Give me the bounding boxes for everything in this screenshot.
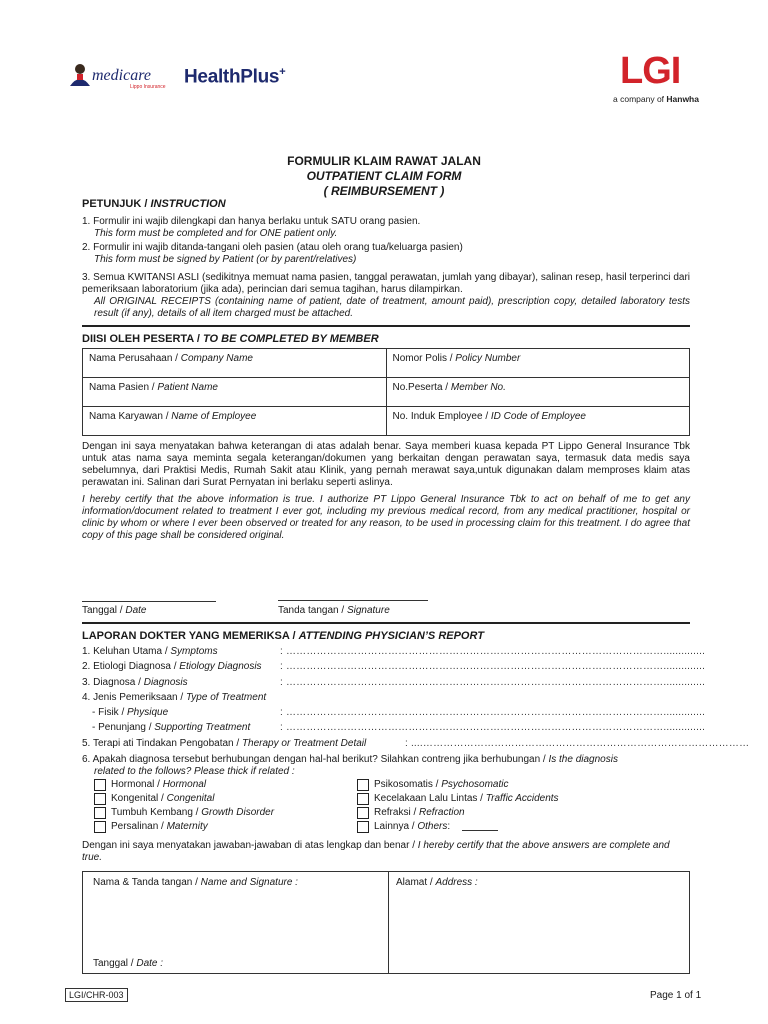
growth-disorder-label: Tumbuh Kembang / Growth Disorder bbox=[111, 807, 275, 818]
member-no-field[interactable]: No.Peserta / Member No. bbox=[386, 378, 690, 407]
supporting-treatment-label: - Penunjang / Supporting Treatment bbox=[92, 722, 251, 733]
treatment-type-label: 4. Jenis Pemeriksaan / Type of Treatment bbox=[82, 692, 267, 703]
symptoms-label: 1. Keluhan Utama / Symptoms bbox=[82, 646, 218, 657]
symptoms-field[interactable]: : ………………………………………………………………………………………………….............. bbox=[280, 646, 706, 657]
growth-disorder-checkbox[interactable] bbox=[94, 807, 106, 819]
medicare-logo bbox=[66, 60, 170, 92]
refraction-label: Refraksi / Refraction bbox=[374, 807, 465, 818]
physician-name-signature-field[interactable]: Nama & Tanda tangan / Name and Signature : bbox=[93, 877, 298, 888]
form-title-en: OUTPATIENT CLAIM FORM bbox=[306, 169, 462, 183]
healthplus-logo: HealthPlus+ bbox=[184, 66, 286, 88]
hormonal-label: Hormonal / Hormonal bbox=[111, 779, 207, 790]
form-title-id: FORMULIR KLAIM RAWAT JALAN bbox=[287, 154, 481, 168]
congenital-label: Kongenital / Congenital bbox=[111, 793, 215, 804]
instruction-item-3: 3. Semua KWITANSI ASLI (sedikitnya memuat nama pasien, tanggal perawatan, jumlah yang dibayar), salinan resep, hasil terperinci dari pemeriksaan laboratorium (jika ada), perincian dari semua tagihan, harus dilampirkan. All ORIGINAL RECEIPTS (containing name of patient, date of treatment, amount paid), prescription copy, detailed laboratory tests result (if any), details of all item charged must be attached. bbox=[82, 272, 690, 319]
company-name-field[interactable]: Nama Perusahaan / Company Name bbox=[83, 349, 387, 378]
therapy-label: 5. Terapi ati Tindakan Pengobatan / Therapy or Treatment Detail bbox=[82, 738, 367, 749]
member-declaration-en: I hereby certify that the above information is true. I authorize PT Lippo General Insurance Tbk to act on behalf of me to get any information/document related to treatment I ever got, including my previous medical record, from any medical practitioner, hospital or clinic by whom or where I ever been observed or treated for any reason, to be used in processing claim for this treatment. I do agree that copy of this page shall be considered original. bbox=[82, 494, 690, 541]
section-divider bbox=[82, 325, 690, 327]
member-declaration-id: Dengan ini saya menyatakan bahwa keterangan di atas adalah benar. Saya memberi kuasa kepada PT Lippo General Insurance Tbk untuk atas nama saya meminta segala keterangan/dokumen yang berkaitan dengan perawatan saya, termasuk data medis saya sebelumnya, dari Praktisi Medis, Rumah Sakit atau Klinik, yang pernah merawat saya,untuk digunakan dalam memproses klaim atas perawatan ini. Salinan dari Surat Pernyatan ini berlaku seperti aslinya. bbox=[82, 441, 690, 488]
physician-signature-box bbox=[82, 871, 690, 974]
instruction-item-1: 1. Formulir ini wajib dilengkapi dan hanya berlaku untuk SATU orang pasien. This form must be completed and for ONE patient only. bbox=[82, 216, 421, 239]
others-label: Lainnya / Others: bbox=[374, 821, 451, 832]
physique-field[interactable]: : ………………………………………………………………………………………………….............. bbox=[280, 707, 706, 718]
member-info-table bbox=[82, 348, 690, 436]
etiology-field[interactable]: : ………………………………………………………………………………………………….............. bbox=[280, 661, 706, 672]
employee-code-field[interactable]: No. Induk Employee / ID Code of Employee bbox=[386, 407, 690, 436]
psychosomatic-checkbox[interactable] bbox=[357, 779, 369, 791]
physician-certify: Dengan ini saya menyatakan jawaban-jawaban di atas lengkap dan benar / I hereby certify that the above answers are complete and true. bbox=[82, 840, 670, 863]
patient-name-field[interactable]: Nama Pasien / Patient Name bbox=[83, 378, 387, 407]
etiology-label: 2. Etiologi Diagnosa / Etiology Diagnosis bbox=[82, 661, 262, 672]
date-line[interactable] bbox=[82, 601, 216, 602]
traffic-accidents-label: Kecelakaan Lalu Lintas / Traffic Accidents bbox=[374, 793, 559, 804]
traffic-accidents-checkbox[interactable] bbox=[357, 793, 369, 805]
policy-number-field[interactable]: Nomor Polis / Policy Number bbox=[386, 349, 690, 378]
supporting-treatment-field[interactable]: : ………………………………………………………………………………………………….............. bbox=[280, 722, 706, 733]
therapy-field[interactable]: : ....…………………………………………………………………………………… bbox=[405, 738, 750, 749]
others-checkbox[interactable] bbox=[357, 821, 369, 833]
medicare-sub: Lippo Insurance bbox=[130, 84, 166, 90]
instruction-heading: PETUNJUK / INSTRUCTION bbox=[82, 198, 226, 210]
employee-name-field[interactable]: Nama Karyawan / Name of Employee bbox=[83, 407, 387, 436]
refraction-checkbox[interactable] bbox=[357, 807, 369, 819]
physique-label: - Fisik / Physique bbox=[92, 707, 169, 718]
question-6: 6. Apakah diagnosa tersebut berhubungan dengan hal-hal berikut? Silahkan contreng jika berhubungan / Is the diagnosis related to the follows? Please thick if related : bbox=[82, 754, 618, 777]
section-divider bbox=[82, 622, 690, 624]
instruction-item-2: 2. Formulir ini wajib ditanda-tangani oleh pasien (atau oleh orang tua/keluarga pasien) This form must be signed by Patient (or by parent/relatives) bbox=[82, 242, 463, 265]
member-heading: DIISI OLEH PESERTA / TO BE COMPLETED BY MEMBER bbox=[82, 333, 379, 345]
psychosomatic-label: Psikosomatis / Psychosomatic bbox=[374, 779, 509, 790]
lgi-logo: LGI bbox=[620, 50, 681, 92]
others-input-line[interactable] bbox=[462, 830, 498, 831]
signature-label: Tanda tangan / Signature bbox=[278, 605, 390, 616]
diagnosis-field[interactable]: : ………………………………………………………………………………………………….............. bbox=[280, 677, 706, 688]
hormonal-checkbox[interactable] bbox=[94, 779, 106, 791]
medicare-text: medicare bbox=[92, 67, 151, 84]
page-number: Page 1 of 1 bbox=[650, 990, 702, 1001]
physician-date-field[interactable]: Tanggal / Date : bbox=[93, 958, 164, 969]
maternity-label: Persalinan / Maternity bbox=[111, 821, 208, 832]
diagnosis-label: 3. Diagnosa / Diagnosis bbox=[82, 677, 188, 688]
signature-line[interactable] bbox=[278, 600, 428, 601]
physician-address-field[interactable]: Alamat / Address : bbox=[396, 877, 478, 888]
congenital-checkbox[interactable] bbox=[94, 793, 106, 805]
box-divider bbox=[388, 872, 389, 973]
date-label: Tanggal / Date bbox=[82, 605, 147, 616]
form-title-type: ( REIMBURSEMENT ) bbox=[323, 184, 445, 198]
physician-heading: LAPORAN DOKTER YANG MEMERIKSA / ATTENDING PHYSICIAN’S REPORT bbox=[82, 630, 484, 642]
company-tagline: a company of Hanwha bbox=[613, 94, 699, 104]
form-code: LGI/CHR-003 bbox=[65, 988, 128, 1002]
maternity-checkbox[interactable] bbox=[94, 821, 106, 833]
